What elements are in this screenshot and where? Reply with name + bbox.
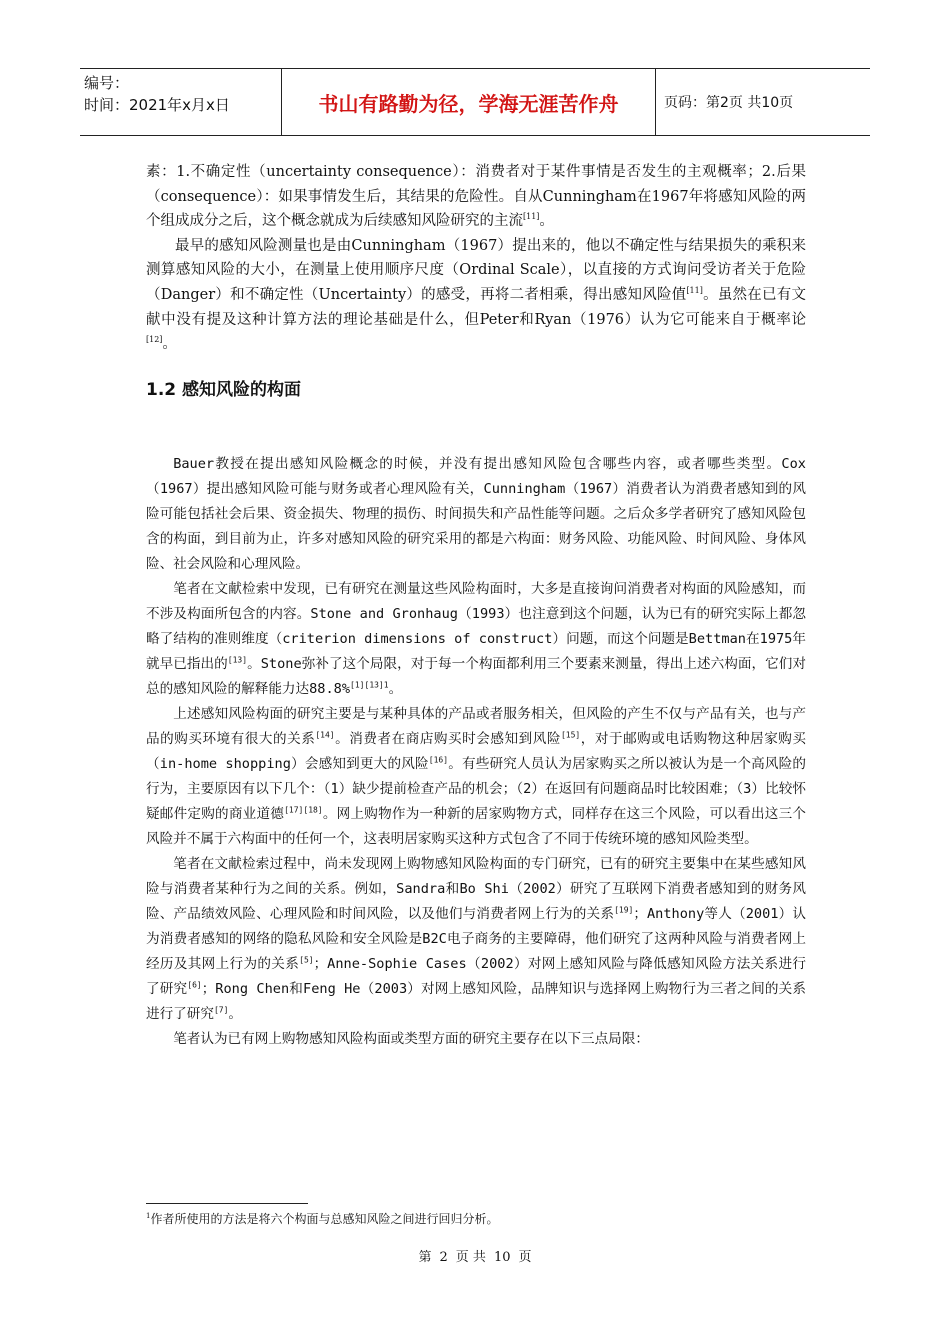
citation: [11] [686,286,703,296]
footnote-text: 作者所使用的方法是将六个构面与总感知风险之间进行回归分析。 [150,1212,499,1226]
current-page: 2 [439,1250,448,1265]
citation: [1][13] [350,680,384,690]
footnote-number: 1 [146,1212,151,1220]
doc-code-label: 编号： [84,74,130,92]
citation: [11] [523,212,540,222]
paragraph: 素：1.不确定性（uncertainty consequence）：消费者对于某件事情是否发生的主观概率；2.后果（consequence）：如果事情发生后，其结果的危险性。自从Cunningham在1967年将感知风险的两个组成成分之后，这个概念就成为后续感知风险研究的主流[11]。 [146,164,806,230]
section-heading: 1.2 感知风险的构面 [146,379,302,400]
paragraph: 笔者认为已有网上购物感知风险构面或类型方面的研究主要存在以下三点局限： [173,1031,649,1048]
doc-date-label: 时间：2021年x月x日 [84,96,230,114]
header-meta [80,69,282,135]
citation: [12] [146,335,163,345]
citation: [19] [614,905,634,915]
citation: [17][18] [284,805,323,815]
paragraph: 笔者在文献检索中发现，已有研究在测量这些风险构面时，大多是直接询问消费者对构面的风险感知，而不涉及构面所包含的内容。Stone and Gronhaug（1993）也注意到这个问题，认为已有的研究实际上都忽略了结构的准则维度（criterion dimensions of construct）问题，而这个问题是Bettman在1975年就早已指出的[13]。Stone弥补了这个局限，对于每一个构面都利用三个要素来测量，得出上述六构面，它们对总的感知风险的解释能力达88.8%$^{[1][13]1}$。 [146,581,807,698]
paragraph: 最早的感知风险测量也是由Cunningham（1967）提出来的，他以不确定性与结果损失的乘积来测算感知风险的大小，在测量上使用顺序尺度（Ordinal Scale），以直接的方式询问受访者关于危险（Danger）和不确定性（Uncertainty）的感受，再将二者相乘，得出感知风险值[11]。虽然在已有文献中没有提及这种计算方法的理论基础是什么，但Peter和Ryan（1976）认为它可能来自于概率论[12]。 [146,237,806,353]
paragraph: 上述感知风险构面的研究主要是与某种具体的产品或者服务相关，但风险的产生不仅与产品有关，也与产品的购买环境有很大的关系[14]。消费者在商店购买时会感知到风险[15]，对于邮购或电话购物这种居家购买（in-home shopping）会感知到更大的风险[16]。有些研究人员认为居家购买之所以被认为是一个高风险的行为，主要原因有以下几个：（1）缺少提前检查产品的机会；（2）在返回有问题商品时比较困难；（3）比较怀疑邮件定购的商业道德[17][18]。网上购物作为一种新的居家购物方式，同样存在这三个风险，可以看出这三个风险并不属于六构面中的任何一个，这表明居家购买这种方式包含了不同于传统环境的感知风险类型。 [146,706,807,848]
footnote-divider [146,1203,308,1204]
citation: [15] [560,730,581,740]
header-page-info: 页码：第2页 共10页 [664,95,794,111]
footnote-marker[interactable]: 1 [383,680,389,690]
citation: [16] [428,755,449,765]
document-body [146,160,806,1052]
header-motto: 书山有路勤为径，学海无涯苦作舟 [282,69,656,135]
footnote [146,1210,806,1228]
total-pages: 10 [493,1250,511,1265]
citation: [13] [227,655,248,665]
citation: [7] [213,1005,229,1015]
citation: [14] [315,730,335,740]
citation: [5] [299,955,314,965]
page-header [80,68,870,136]
paragraph: 笔者在文献检索过程中，尚未发现网上购物感知风险构面的专门研究，已有的研究主要集中在某些感知风险与消费者某种行为之间的关系。例如，Sandra和Bo Shi（2002）研究了互联网下消费者感知到的财务风险、产品绩效风险、心理风险和时间风险，以及他们与消费者网上行为的关系[19]；Anthony等人（2001）认为消费者感知的网络的隐私风险和安全风险是B2C电子商务的主要障碍，他们研究了这两种风险与消费者网上经历及其网上行为的关系[5]；Anne-Sophie Cases（2002）对网上感知风险与降低感知风险方法关系进行了研究[6]；Rong Chen和Feng He（2003）对网上感知风险，品牌知识与选择网上购物行为三者之间的关系进行了研究[7]。 [146,856,807,1023]
paragraph: Bauer教授在提出感知风险概念的时候，并没有提出感知风险包含哪些内容，或者哪些类型。Cox（1967）提出感知风险可能与财务或者心理风险有关，Cunningham（1967）消费者认为消费者感知到的风险可能包括社会后果、资金损失、物理的损伤、时间损失和产品性能等问题。之后众多学者研究了感知风险包含的构面，到目前为止，许多对感知风险的研究采用的都是六构面：财务风险、功能风险、时间风险、身体风险、社会风险和心理风险。 [146,456,806,573]
citation: [6] [187,980,202,990]
page-footer: 第 2 页 共 10 页 [418,1250,532,1265]
